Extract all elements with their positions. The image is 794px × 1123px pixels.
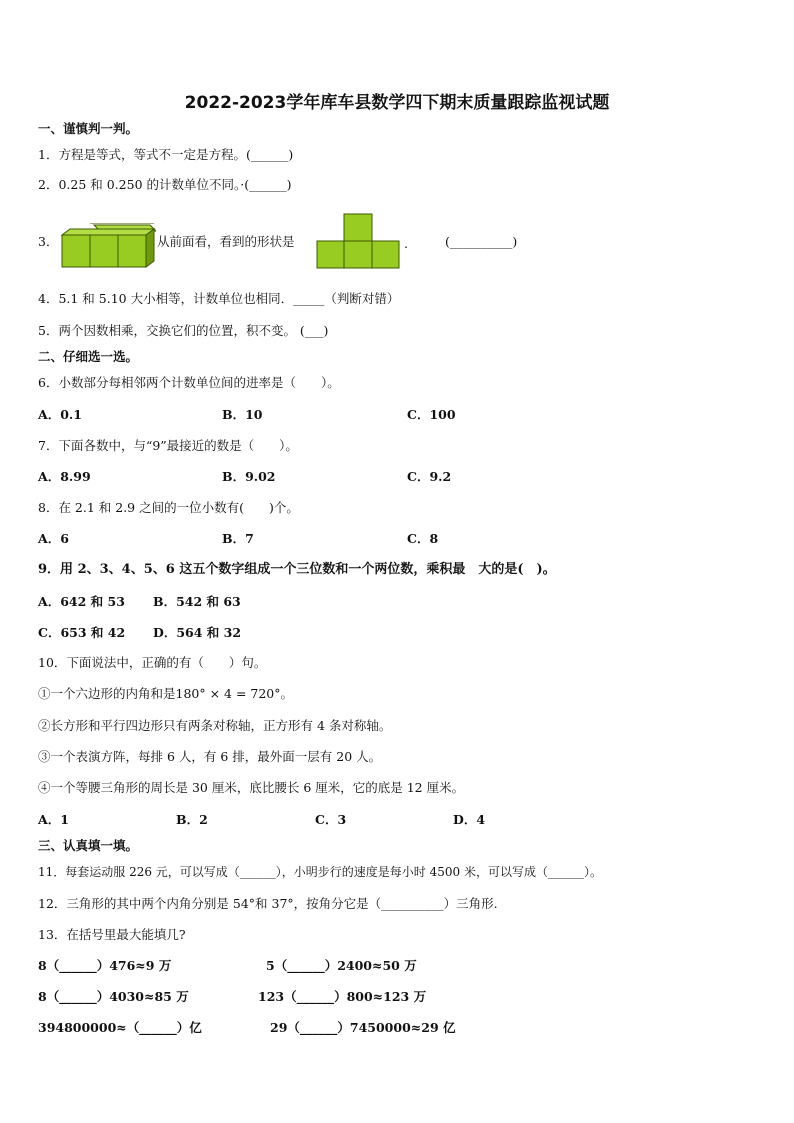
question-7-option-a: A．8.99 — [38, 469, 91, 484]
question-9-option-c: C．653 和 42 — [38, 625, 126, 640]
question-6-option-b: B．10 — [222, 407, 263, 422]
question-10-statement-3: ③一个表演方阵，每排 6 人，有 6 排，最外面一层有 20 人。 — [38, 749, 382, 764]
question-7-option-b: B．9.02 — [222, 469, 276, 484]
question-11: 11．每套运动服 226 元，可以写成（______），小明步行的速度是每小时 4500 米，可以写成（______）。 — [38, 865, 602, 879]
question-2: 2．0.25 和 0.250 的计数单位不同。·(______) — [38, 177, 292, 192]
question-10: 10．下面说法中，正确的有（ ）句。 — [38, 655, 267, 670]
question-7: 7．下面各数中，与“9”最接近的数是（ ）。 — [38, 438, 298, 453]
cube-stack-figure — [60, 223, 156, 269]
question-1: 1．方程是等式，等式不一定是方程。(______) — [38, 147, 294, 162]
question-3-period: . — [404, 236, 408, 251]
question-13: 13．在括号里最大能填几? — [38, 927, 186, 942]
question-7-option-c: C．9.2 — [407, 469, 452, 484]
question-13-item-4: 123（______）800≈123 万 — [258, 989, 427, 1004]
question-13-item-5: 394800000≈（______）亿 — [38, 1020, 202, 1035]
question-5: 5．两个因数相乘，交换它们的位置，积不变。 (___) — [38, 323, 329, 338]
question-9: 9．用 2、3、4、5、6 这五个数字组成一个三位数和一个两位数，乘积最 大的是( )。 — [38, 562, 556, 577]
question-12: 12．三角形的其中两个内角分别是 54°和 37°，按角分它是（__________）三角形. — [38, 896, 498, 911]
question-3-number: 3． — [38, 234, 59, 249]
page-title: 2022-2023学年库车县数学四下期末质量跟踪监视试题 — [184, 93, 610, 113]
section-2-heading: 二、仔细选一选。 — [38, 349, 139, 364]
question-13-item-3: 8（______）4030≈85 万 — [38, 989, 189, 1004]
question-6: 6．小数部分每相邻两个计数单位间的进率是（ ）。 — [38, 375, 340, 390]
question-13-item-2: 5（______）2400≈50 万 — [266, 958, 417, 973]
question-10-statement-4: ④一个等腰三角形的周长是 30 厘米，底比腰长 6 厘米，它的底是 12 厘米。 — [38, 780, 465, 795]
question-8: 8．在 2.1 和 2.9 之间的一位小数有( )个。 — [38, 500, 299, 515]
question-9-option-b: B．542 和 63 — [153, 594, 241, 609]
section-1-heading: 一、谨慎判一判。 — [38, 121, 139, 136]
question-10-statement-1: ①一个六边形的内角和是180° × 4 = 720°。 — [38, 686, 294, 701]
question-8-option-a: A．6 — [38, 531, 69, 546]
question-8-option-b: B．7 — [222, 531, 254, 546]
question-10-option-d: D．4 — [453, 812, 486, 827]
question-6-option-a: A．0.1 — [38, 407, 82, 422]
section-3-heading: 三、认真填一填。 — [38, 838, 139, 853]
question-3-answer-blank: (__________) — [445, 234, 518, 249]
question-10-option-b: B．2 — [176, 812, 208, 827]
question-3-text: 从前面看，看到的形状是 — [157, 234, 295, 249]
question-13-item-6: 29（______）7450000≈29 亿 — [270, 1020, 456, 1035]
question-10-statement-2: ②长方形和平行四边形只有两条对称轴，正方形有 4 条对称轴。 — [38, 718, 392, 733]
question-10-option-a: A．1 — [38, 812, 69, 827]
question-13-item-1: 8（______）476≈9 万 — [38, 958, 172, 973]
question-4: 4．5.1 和 5.10 大小相等，计数单位也相同．_____（判断对错） — [38, 291, 400, 306]
front-view-figure — [316, 213, 400, 269]
question-8-option-c: C．8 — [407, 531, 439, 546]
question-9-option-d: D．564 和 32 — [153, 625, 242, 640]
question-9-option-a: A．642 和 53 — [38, 594, 125, 609]
question-10-option-c: C．3 — [315, 812, 347, 827]
question-6-option-c: C．100 — [407, 407, 456, 422]
